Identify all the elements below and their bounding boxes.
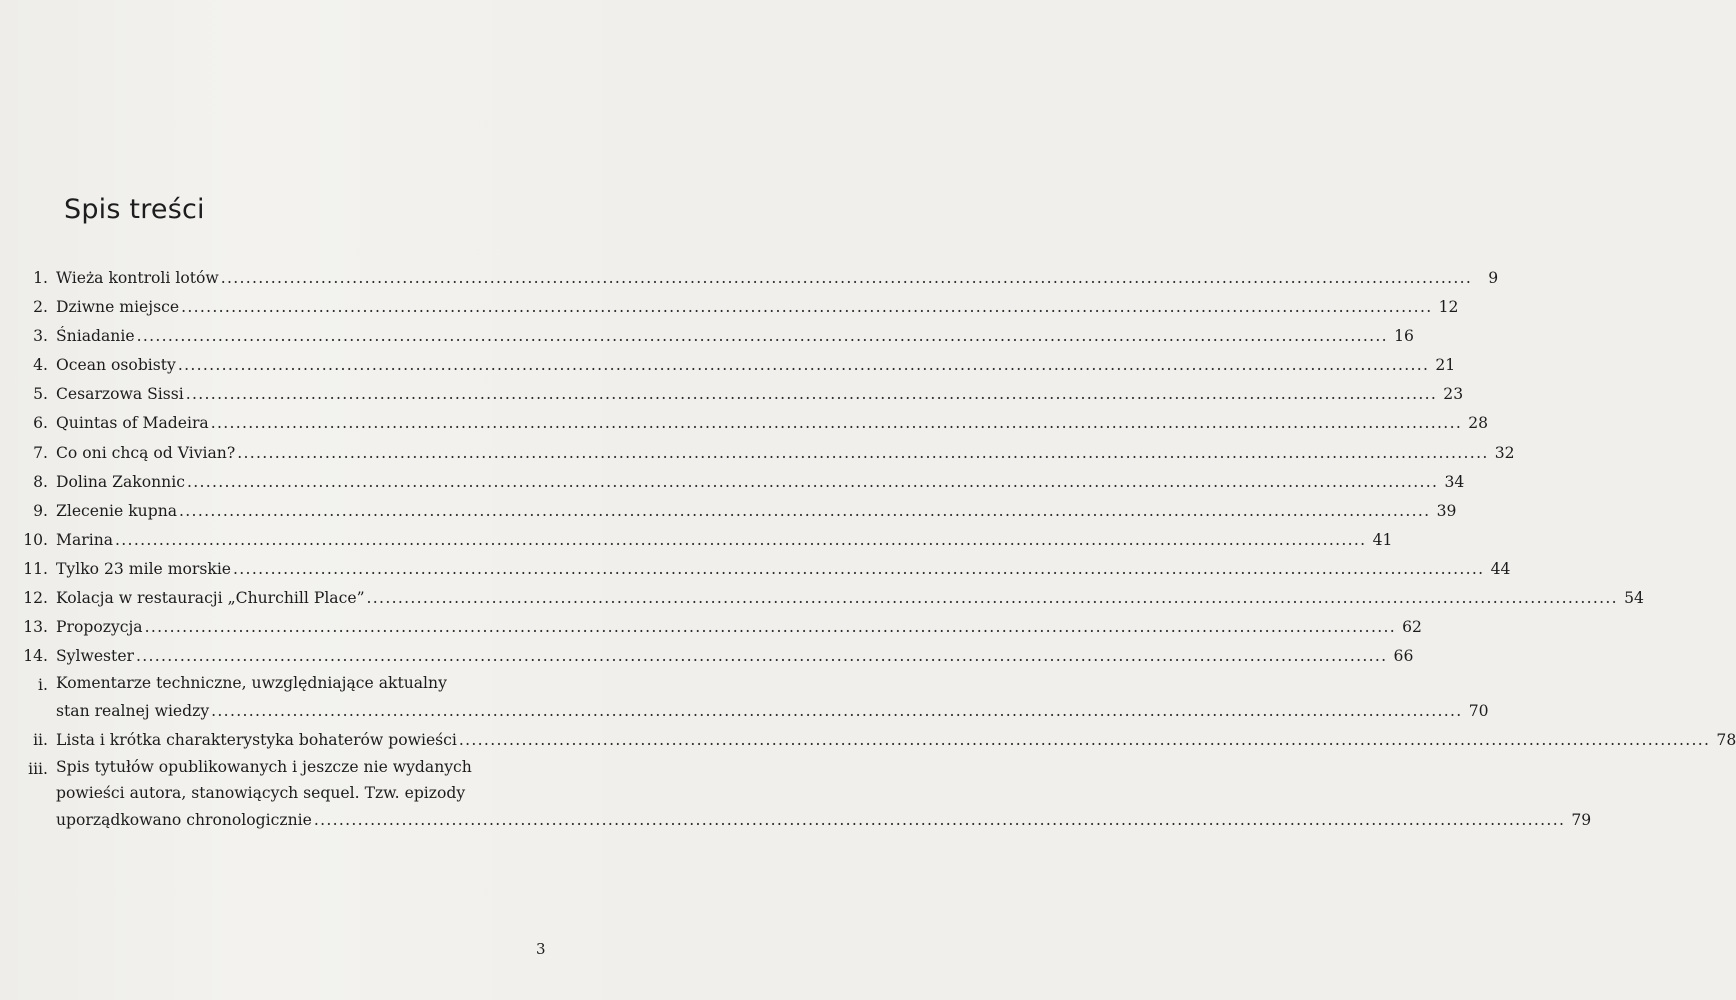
toc-entry — [22, 584, 1644, 613]
dot-leader: ........................................................................................................................................................................................................ — [144, 618, 1396, 637]
table-of-contents — [22, 264, 1736, 835]
entry-title-line: Komentarze techniczne, uwzględniające aktualny — [56, 674, 447, 693]
entry-title: Propozycja — [56, 618, 143, 637]
entry-page: 66 — [1393, 647, 1414, 666]
toc-entry — [22, 322, 1414, 351]
entry-page: 32 — [1494, 443, 1515, 462]
dot-leader: ........................................................................................................................................................................................................ — [210, 414, 1463, 433]
entry-page: 12 — [1438, 298, 1459, 317]
entry-page: 44 — [1490, 559, 1511, 578]
toc-entry — [22, 409, 1489, 438]
entry-page: 41 — [1372, 530, 1393, 549]
entry-title-line: uporządkowano chronologicznie — [56, 811, 312, 829]
entry-number: 9. — [33, 501, 48, 520]
entry-title: Zlecenie kupna — [56, 501, 178, 520]
entry-number: 2. — [33, 298, 48, 317]
entry-number: 7. — [33, 443, 48, 462]
dot-leader: ........................................................................................................................................................................................................ — [136, 647, 1388, 666]
entry-number: ii. — [33, 730, 48, 749]
entry-number: 12. — [23, 589, 48, 608]
entry-title: Quintas of Madeira — [56, 414, 209, 433]
toc-title: Spis treści — [64, 194, 205, 225]
entry-title: Wieża kontroli lotów — [56, 269, 219, 287]
entry-title: Śniadanie — [56, 327, 135, 346]
dot-leader: ........................................................................................................................................................................................................ — [313, 811, 1566, 829]
entry-number: iii. — [28, 760, 48, 778]
entry-number: 4. — [33, 356, 48, 375]
toc-entry — [22, 293, 1459, 322]
entry-page: 21 — [1435, 356, 1456, 375]
entry-page: 78 — [1716, 730, 1736, 749]
toc-entry — [22, 351, 1456, 380]
entry-number: 14. — [23, 647, 48, 666]
toc-entry — [22, 439, 1515, 468]
entry-page: 16 — [1394, 327, 1414, 346]
entry-title-line: Spis tytułów opublikowanych i jeszcze nie wydanych — [56, 758, 472, 776]
entry-number: 8. — [33, 472, 48, 491]
entry-number: 10. — [23, 530, 48, 549]
entry-number: 3. — [33, 327, 48, 346]
entry-number: 11. — [23, 559, 48, 578]
toc-appendix-entry — [22, 755, 1592, 835]
entry-title-line: powieści autora, stanowiących sequel. Tzw. epizody — [56, 783, 466, 802]
entry-title-line: Lista i krótka charakterystyka bohaterów powieści — [56, 730, 457, 749]
entry-page: 34 — [1444, 472, 1465, 491]
entry-page: 62 — [1402, 618, 1422, 637]
entry-page: 39 — [1436, 501, 1457, 520]
entry-title: Marina — [56, 530, 114, 549]
entry-title: Ocean osobisty — [56, 356, 176, 375]
entry-title-line: stan realnej wiedzy — [56, 701, 210, 720]
entry-number: i. — [38, 676, 48, 695]
dot-leader: ........................................................................................................................................................................................................ — [237, 443, 1489, 462]
entry-page: 28 — [1468, 414, 1489, 433]
dot-leader: ........................................................................................................................................................................................................ — [233, 559, 1485, 578]
entry-title: Co oni chcą od Vivian? — [56, 443, 236, 462]
toc-entry — [22, 497, 1457, 526]
toc-entry — [22, 468, 1465, 497]
page-number: 3 — [536, 940, 546, 958]
toc-entry — [22, 555, 1511, 584]
dot-leader: ........................................................................................................................................................................................................ — [366, 589, 1618, 608]
dot-leader: ........................................................................................................................................................................................................ — [185, 385, 1438, 404]
dot-leader: ........................................................................................................................................................................................................ — [179, 501, 1431, 520]
entry-title: Tylko 23 mile morskie — [56, 559, 232, 578]
entry-number: 6. — [33, 414, 48, 433]
entry-number: 13. — [23, 618, 48, 637]
entry-title: Cesarzowa Sissi — [56, 385, 184, 404]
dot-leader: ........................................................................................................................................................................................................ — [177, 356, 1430, 375]
entry-page: 79 — [1571, 811, 1592, 829]
entry-number: 1. — [33, 269, 48, 287]
toc-entry — [22, 526, 1393, 555]
entry-page: 54 — [1624, 589, 1644, 608]
toc-entry — [22, 264, 1499, 293]
dot-leader: ........................................................................................................................................................................................................ — [136, 327, 1388, 346]
entry-title: Sylwester — [56, 647, 135, 666]
entry-number: 5. — [33, 385, 48, 404]
entry-title: Kolacja w restauracji „Churchill Place” — [56, 589, 365, 608]
dot-leader: ........................................................................................................................................................................................................ — [186, 472, 1439, 491]
dot-leader: ........................................................................................................................................................................................................ — [115, 530, 1367, 549]
dot-leader: ........................................................................................................................................................................................................ — [220, 269, 1473, 287]
toc-appendix-entry — [22, 726, 1736, 755]
dot-leader: ........................................................................................................................................................................................................ — [211, 701, 1463, 720]
toc-entry — [22, 642, 1414, 671]
toc-appendix-entry — [22, 671, 1489, 726]
entry-page: 9 — [1488, 269, 1499, 287]
entry-page: 70 — [1468, 701, 1489, 720]
entry-title: Dziwne miejsce — [56, 298, 180, 317]
toc-entry — [22, 380, 1464, 409]
toc-entry — [22, 613, 1422, 642]
dot-leader: ........................................................................................................................................................................................................ — [181, 298, 1433, 317]
entry-title: Dolina Zakonnic — [56, 472, 185, 491]
entry-page: 23 — [1443, 385, 1464, 404]
dot-leader: ........................................................................................................................................................................................................ — [458, 730, 1711, 749]
